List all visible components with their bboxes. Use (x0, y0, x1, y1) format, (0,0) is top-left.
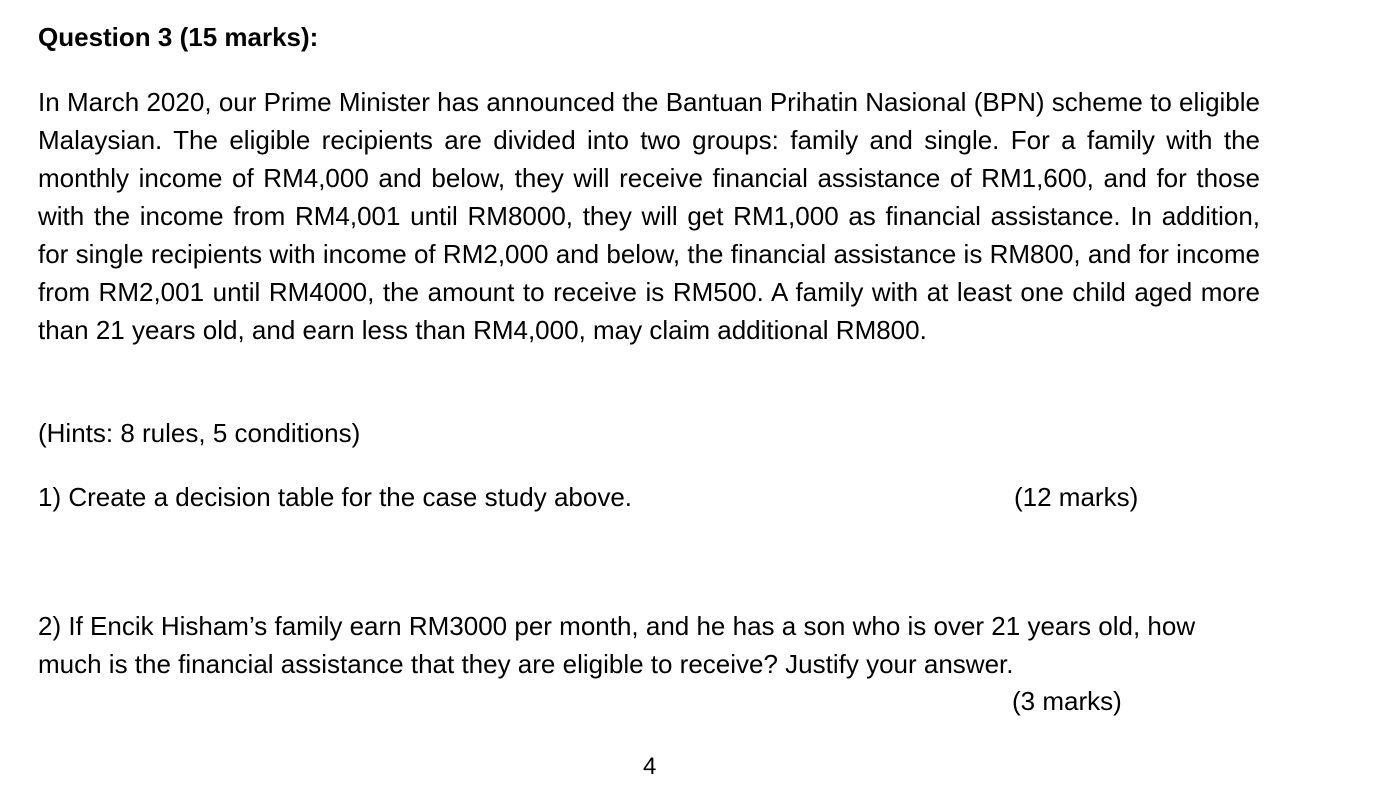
question-heading: Question 3 (15 marks): (38, 22, 319, 52)
question-1-text: 1) Create a decision table for the case study above. (38, 482, 633, 512)
question-1-marks: (12 marks) (1014, 482, 1139, 512)
case-study-paragraph: In March 2020, our Prime Minister has announced the Bantuan Prihatin Nasional (BPN) scheme to eligible Malaysian. The eligible recipients are divided into two groups: family and single. For a family with the monthly income of RM4,000 and below, they will receive financial assistance of RM1,600, and for those with the income from RM4,001 until RM8000, they will get RM1,000 as financial assistance. In addition, for single recipients with income of RM2,000 and below, the financial assistance is RM800, and for income from RM2,001 until RM4000, the amount to receive is RM500. A family with at least one child aged more than 21 years old, and earn less than RM4,000, may claim additional RM800. (38, 87, 1260, 345)
question-2-marks: (3 marks) (1012, 686, 1122, 716)
page-number: 4 (643, 753, 657, 780)
hint-text: (Hints: 8 rules, 5 conditions) (38, 418, 361, 448)
question-2-text: 2) If Encik Hisham’s family earn RM3000 per month, and he has a son who is over 21 years old, how much is the financial assistance that they are eligible to receive? Justify your answer. (38, 611, 1196, 679)
